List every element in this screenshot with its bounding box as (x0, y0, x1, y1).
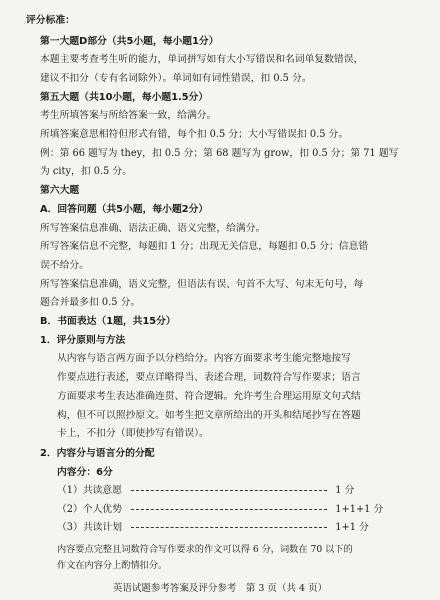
section-a-line: 所写答案信息准确，语义完整，但语法有误、句首不大写、句末无句号，每 (40, 279, 364, 290)
section-a-title: A．回答问题（共5小题，每小题2分） (40, 204, 209, 215)
part1-line: 本题主要考查考生听的能力，单词拼写如有大小写错误和名词单复数错误， (40, 54, 364, 65)
score-row-value: 1+1 分 (335, 522, 369, 533)
section-a-line: 所写答案信息准确、语法正确、语义完整，给满分。 (40, 223, 266, 234)
item2-line: 作文在内容分上酌情扣分。 (57, 560, 168, 571)
score-row-label: （2）个人优势 (57, 504, 123, 515)
section-b-title: B．书面表达（1题，共15分） (40, 316, 176, 327)
leader-line (131, 490, 327, 491)
score-row-value: 1 分 (335, 485, 355, 496)
leader-line (131, 509, 327, 510)
part5-line: 例：第 66 题写为 they，扣 0.5 分；第 68 题写为 grow，扣 0.5 分；第 71 题写 (40, 148, 399, 159)
item1-title: 1．评分原则与方法 (40, 335, 126, 346)
part5-line: 考生所填答案与所给答案一致，给满分。 (40, 110, 217, 121)
part6-title: 第六大题 (40, 185, 80, 196)
score-row-label: （1）共读意愿 (57, 485, 123, 496)
part1-line: 建议不扣分（专有名词除外）。单词如有词性错误，扣 0.5 分。 (40, 73, 312, 84)
scoring-heading: 评分标准： (26, 15, 75, 26)
item1-line: 从内容与语言两方面予以分档给分。内容方面要求考生能完整地按写 (57, 353, 351, 364)
item2-title: 2．内容分与语言分的分配 (40, 448, 155, 459)
item2-line: 内容要点完整且词数符合写作要求的作文可以得 6 分，词数在 70 以下的 (57, 544, 353, 555)
page-footer: 英语试题参考答案及评分参考 第 3 页（共 4 页） (112, 583, 328, 594)
content-score: 内容分：6分 (57, 467, 113, 478)
item1-line: 作要点进行表述，要点详略得当、表述合理，词数符合写作要求；语言 (57, 372, 361, 383)
section-a-line: 所写答案信息不完整，每题扣 1 分；出现无关信息，每题扣 0.5 分；信息错 (40, 241, 369, 252)
item1-line: 方面要求考生表达准确连贯、符合逻辑。允许考生合理运用原文句式结 (57, 391, 361, 402)
item1-line: 构，但不可以照抄原文。如考生把文章所给出的开头和结尾抄写在答题 (57, 410, 361, 421)
part1-title: 第一大题D部分（共5小题，每小题1分） (40, 36, 219, 47)
item1-line: 卡上，不扣分（即使抄写有错误）。 (57, 428, 209, 439)
leader-line (131, 527, 327, 528)
part5-line: 为 city，扣 0.5 分。 (40, 166, 132, 177)
section-a-line: 误不给分。 (40, 260, 89, 271)
part5-title: 第五大题（共10小题，每小题1.5分） (40, 92, 209, 103)
section-a-line: 题合并最多扣 0.5 分。 (40, 297, 141, 308)
score-row (57, 484, 354, 497)
score-row-label: （3）共读计划 (57, 522, 123, 533)
part5-line: 所填答案意思相符但形式有错，每个扣 0.5 分；大小写错误扣 0.5 分。 (40, 129, 349, 140)
score-row (57, 503, 383, 516)
score-row (57, 521, 369, 534)
score-row-value: 1+1+1 分 (335, 504, 384, 515)
